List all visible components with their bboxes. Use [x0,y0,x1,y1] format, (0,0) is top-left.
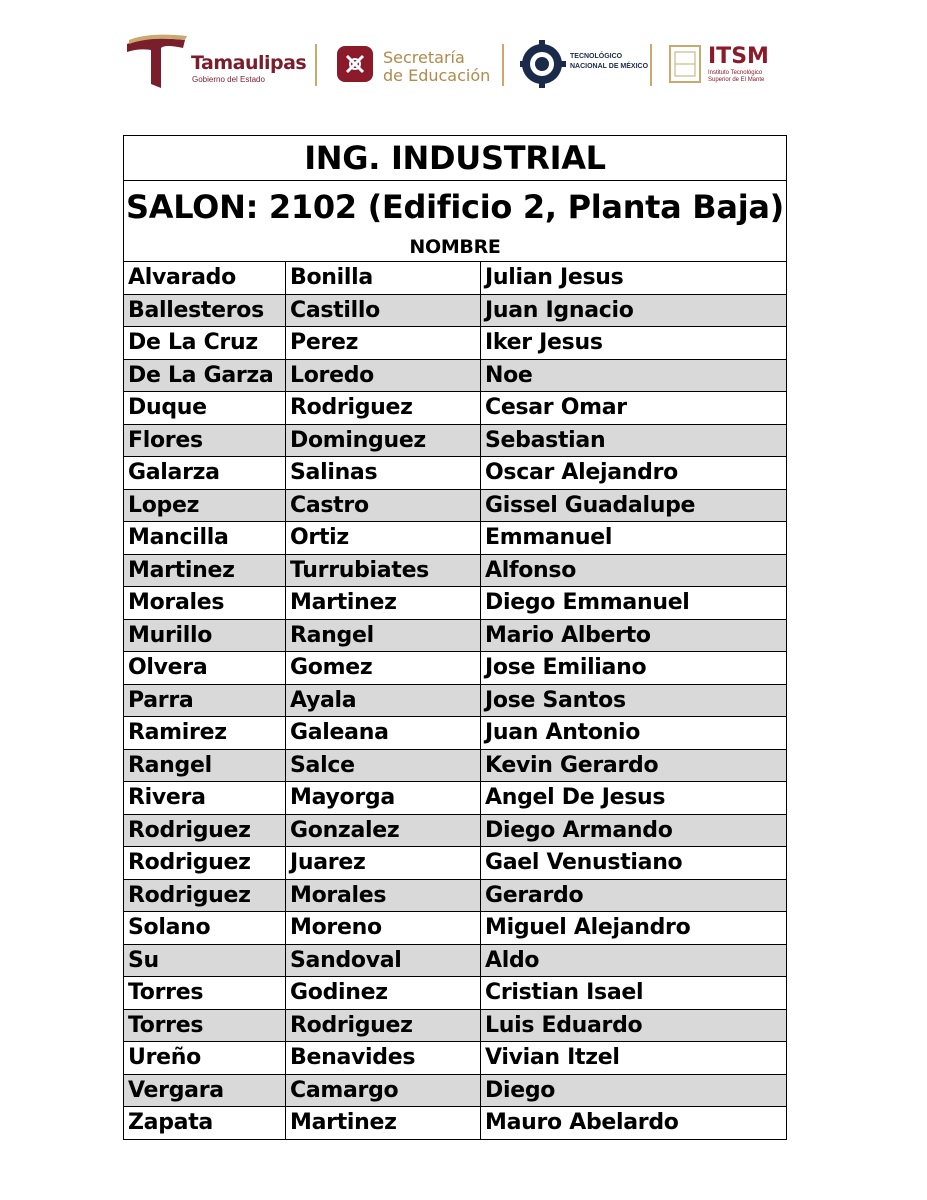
given-name-cell: Kevin Gerardo [481,749,787,782]
table-row [124,327,787,360]
tecnm-line1: TECNOLÓGICO [570,53,623,60]
itsm-shield-icon [668,34,704,94]
first-surname-cell: Flores [124,424,286,457]
given-name-cell: Jose Emiliano [481,652,787,685]
second-surname-cell: Benavides [286,1042,481,1075]
tecnologico-nacional-logo [520,34,650,94]
table-row [124,814,787,847]
given-name-cell: Diego Armando [481,814,787,847]
given-name-cell: Jose Santos [481,684,787,717]
table-row [124,1074,787,1107]
table-row [124,392,787,425]
second-surname-cell: Ortiz [286,522,481,555]
second-surname-cell: Perez [286,327,481,360]
given-name-cell: Gerardo [481,879,787,912]
table-row [124,652,787,685]
itsm-subtitle: Instituto Tecnológico Superior de El Mante [708,70,765,83]
given-name-cell: Juan Ignacio [481,294,787,327]
first-surname-cell: Vergara [124,1074,286,1107]
room-row [124,181,787,234]
tamaulipas-subtitle: Gobierno del Estado [192,75,265,84]
given-name-cell: Gissel Guadalupe [481,489,787,522]
given-name-cell: Diego Emmanuel [481,587,787,620]
second-surname-cell: Rangel [286,619,481,652]
given-name-cell: Mario Alberto [481,619,787,652]
second-surname-cell: Salce [286,749,481,782]
table-row [124,944,787,977]
first-surname-cell: Martinez [124,554,286,587]
table-row [124,782,787,815]
second-surname-cell: Galeana [286,717,481,750]
table-row [124,457,787,490]
table-row [124,424,787,457]
first-surname-cell: Su [124,944,286,977]
second-surname-cell: Gomez [286,652,481,685]
first-surname-cell: Ballesteros [124,294,286,327]
given-name-cell: Angel De Jesus [481,782,787,815]
second-surname-cell: Salinas [286,457,481,490]
given-name-cell: Cesar Omar [481,392,787,425]
tamaulipas-emblem-icon [125,34,189,94]
first-surname-cell: De La Cruz [124,327,286,360]
given-name-cell: Aldo [481,944,787,977]
given-name-cell: Vivian Itzel [481,1042,787,1075]
first-surname-cell: Torres [124,1009,286,1042]
tamaulipas-logo [125,34,305,94]
table-row [124,619,787,652]
first-surname-cell: Morales [124,587,286,620]
given-name-cell: Luis Eduardo [481,1009,787,1042]
first-surname-cell: Rodriguez [124,847,286,880]
table-title-row [124,136,787,181]
table-row [124,1042,787,1075]
first-surname-cell: Lopez [124,489,286,522]
first-surname-cell: Alvarado [124,262,286,295]
first-surname-cell: Mancilla [124,522,286,555]
first-surname-cell: Ramirez [124,717,286,750]
second-surname-cell: Castillo [286,294,481,327]
column-header: NOMBRE [124,233,787,262]
first-surname-cell: Galarza [124,457,286,490]
second-surname-cell: Turrubiates [286,554,481,587]
first-surname-cell: Rangel [124,749,286,782]
secretaria-line2: de Educación [383,66,491,85]
second-surname-cell: Rodriguez [286,392,481,425]
given-name-cell: Miguel Alejandro [481,912,787,945]
given-name-cell: Mauro Abelardo [481,1107,787,1140]
logo-divider [502,44,504,86]
second-surname-cell: Dominguez [286,424,481,457]
first-surname-cell: Duque [124,392,286,425]
second-surname-cell: Loredo [286,359,481,392]
table-row [124,554,787,587]
second-surname-cell: Juarez [286,847,481,880]
table-row [124,489,787,522]
column-header-row [124,233,787,262]
first-surname-cell: De La Garza [124,359,286,392]
table-row [124,749,787,782]
table-row [124,1009,787,1042]
itsm-logo [668,34,785,94]
logo-divider [650,44,652,86]
first-surname-cell: Rodriguez [124,879,286,912]
given-name-cell: Sebastian [481,424,787,457]
second-surname-cell: Mayorga [286,782,481,815]
given-name-cell: Oscar Alejandro [481,457,787,490]
given-name-cell: Noe [481,359,787,392]
first-surname-cell: Torres [124,977,286,1010]
second-surname-cell: Moreno [286,912,481,945]
given-name-cell: Gael Venustiano [481,847,787,880]
table-title: ING. INDUSTRIAL [124,136,787,181]
tecnm-text [570,52,650,72]
table-row [124,587,787,620]
first-surname-cell: Murillo [124,619,286,652]
second-surname-cell: Camargo [286,1074,481,1107]
table-row [124,847,787,880]
given-name-cell: Julian Jesus [481,262,787,295]
first-surname-cell: Zapata [124,1107,286,1140]
given-name-cell: Diego [481,1074,787,1107]
first-surname-cell: Olvera [124,652,286,685]
given-name-cell: Iker Jesus [481,327,787,360]
second-surname-cell: Morales [286,879,481,912]
table-row [124,879,787,912]
education-emblem-icon [335,34,377,94]
tamaulipas-name: Tamaulipas [191,52,307,74]
second-surname-cell: Sandoval [286,944,481,977]
secretaria-educacion-logo [335,34,495,94]
room-label: SALON: 2102 (Edificio 2, Planta Baja) [124,181,787,234]
logo-banner [125,34,785,94]
table-row [124,1107,787,1140]
table-row [124,684,787,717]
tecnm-line2: NACIONAL DE MÉXICO [570,63,649,70]
first-surname-cell: Ureño [124,1042,286,1075]
first-surname-cell: Rivera [124,782,286,815]
second-surname-cell: Castro [286,489,481,522]
table-row [124,294,787,327]
secretaria-line1: Secretaría [383,48,465,67]
table-row [124,262,787,295]
logo-divider [315,44,317,86]
second-surname-cell: Bonilla [286,262,481,295]
second-surname-cell: Martinez [286,587,481,620]
given-name-cell: Alfonso [481,554,787,587]
table-row [124,912,787,945]
table-row [124,717,787,750]
given-name-cell: Cristian Isael [481,977,787,1010]
second-surname-cell: Godinez [286,977,481,1010]
table-row [124,359,787,392]
second-surname-cell: Ayala [286,684,481,717]
tecnm-gear-icon [520,34,566,94]
given-name-cell: Emmanuel [481,522,787,555]
student-roster-table [123,135,787,1140]
first-surname-cell: Rodriguez [124,814,286,847]
second-surname-cell: Gonzalez [286,814,481,847]
first-surname-cell: Parra [124,684,286,717]
itsm-name: ITSM [708,44,769,69]
first-surname-cell: Solano [124,912,286,945]
given-name-cell: Juan Antonio [481,717,787,750]
table-row [124,977,787,1010]
second-surname-cell: Rodriguez [286,1009,481,1042]
second-surname-cell: Martinez [286,1107,481,1140]
table-row [124,522,787,555]
